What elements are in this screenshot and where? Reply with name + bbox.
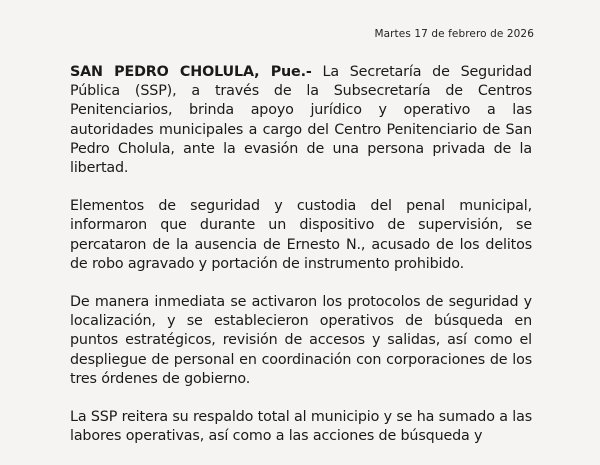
dateline: SAN PEDRO CHOLULA, Pue.- [70,64,312,80]
paragraph-2: Elementos de seguridad y custodia del penal municipal, informaron que durante un dispositivo de supervisión, se percataron de la ausencia de Ernesto N., acusado de los delitos de robo agravado y portación de instrumento prohibido. [70,198,532,272]
publication-date: Martes 17 de febrero de 2026 [374,28,534,40]
paragraph-1 [70,63,532,178]
paragraph-4: La SSP reitera su respaldo total al municipio y se ha sumado a las labores operativas, así como a las acciones de búsqueda y [70,409,532,445]
paragraph-1-text: La Secretaría de Seguridad Pública (SSP), a través de la Subsecretaría de Centros Penitenciarios, brinda apoyo jurídico y operativo a las autoridades municipales a cargo del Centro Penitenciario de San Pedro Cholula, ante la evasión de una persona privada de la libertad. [70,64,532,177]
article-body [70,63,532,465]
paragraph-3: De manera inmediata se activaron los protocolos de seguridad y localización, y se establecieron operativos de búsqueda en puntos estratégicos, revisión de accesos y salidas, así como el despliegue de personal en coordinación con corporaciones de los tres órdenes de gobierno. [70,294,532,387]
